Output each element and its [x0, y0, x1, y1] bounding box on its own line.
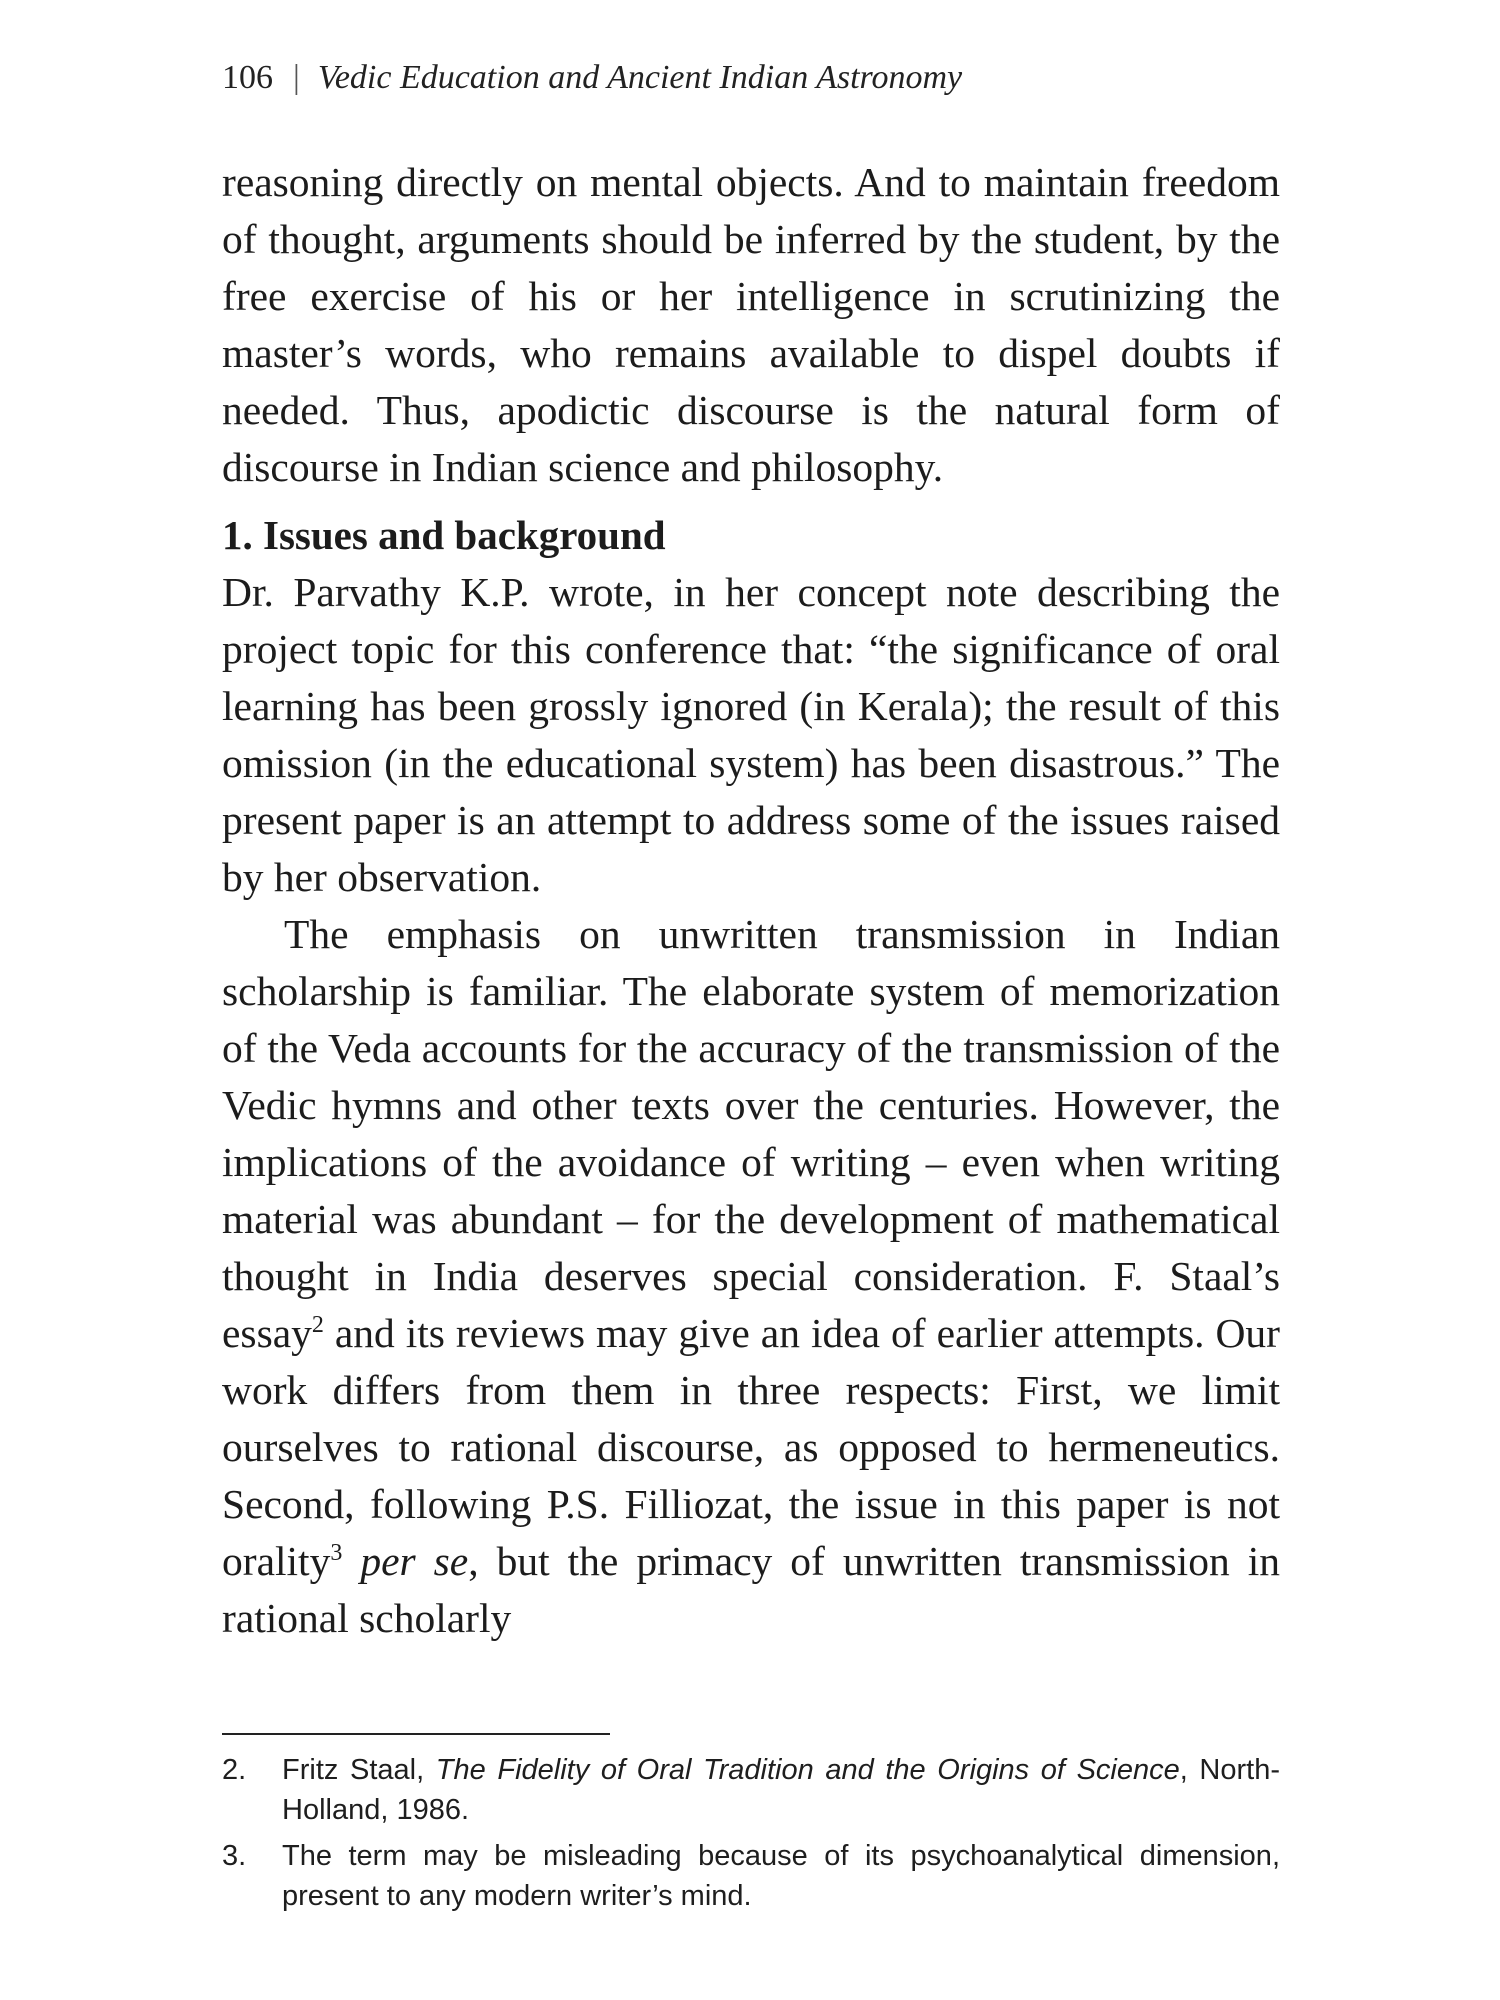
paragraph-intro: reasoning directly on mental objects. And to maintain freedom of thought, arguments should be inferred by the student, by the free exercise of his or her intelligence in scrutinizing the master’s words, who remains available to dispel doubts if needed. Thus, apodictic discourse is the natural form of discourse in Indian science and philosophy. [222, 159, 1280, 490]
footnote-author: Fritz Staal, [282, 1754, 436, 1786]
footnote-number: 2. [222, 1754, 247, 1786]
paragraph-issues: Dr. Parvathy K.P. wrote, in her concept note describing the project topic for this conference that: “the significance of oral learning has been grossly ignored (in Kerala); the result of this omission (in the educational system) has been disastrous.” The present paper is an attempt to address some of the issues raised by her observation. [222, 569, 1280, 900]
book-title: Vedic Education and Ancient Indian Astronomy [317, 59, 963, 96]
footnote-divider [222, 1733, 610, 1735]
footnote-2 [222, 1750, 1280, 1830]
header-separator: | [293, 59, 300, 96]
footnote-text [282, 1750, 1280, 1830]
footnote-text: The term may be misleading because of its psychoanalytical dimension, present to any modern writer’s mind. [282, 1840, 1280, 1912]
paragraph-emphasis-part2: and its reviews may give an idea of earlier attempts. Our work differs from them in three respects: First, we limit ourselves to rational discourse, as opposed to hermeneutics. Second, following P.S. Filliozat, the issue in this paper is not orality [222, 1310, 1280, 1584]
footnote-publisher: , North-Holland, 1986. [282, 1754, 1280, 1826]
paragraph-emphasis-part1: The emphasis on unwritten transmission in Indian scholarship is familiar. The elaborate system of memorization of the Veda accounts for the accuracy of the transmission of the Vedic hymns and other texts over the centuries. However, the implications of the avoidance of writing – even when writing material was abundant – for the development of mathematical thought in India deserves special consideration. F. Staal’s essay [222, 911, 1280, 1356]
footnote-number: 3. [222, 1840, 247, 1872]
footnote-ref-3[interactable]: 3 [330, 1540, 343, 1566]
page-number: 106 [222, 59, 273, 96]
footnote-ref-2[interactable]: 2 [311, 1312, 324, 1338]
footnotes [222, 1750, 1280, 1922]
body-text [222, 154, 1280, 1647]
paragraph-emphasis-part3: , but the primacy of unwritten transmission in rational scholarly [222, 1538, 1280, 1641]
section-heading: 1. Issues and background [222, 512, 666, 558]
footnote-3 [222, 1836, 1280, 1916]
footnote-book-title: The Fidelity of Oral Tradition and the Origins of Science [435, 1754, 1180, 1786]
running-header [222, 58, 962, 98]
paragraph-emphasis [222, 906, 1280, 1647]
per-se-italic: per se [360, 1538, 469, 1584]
